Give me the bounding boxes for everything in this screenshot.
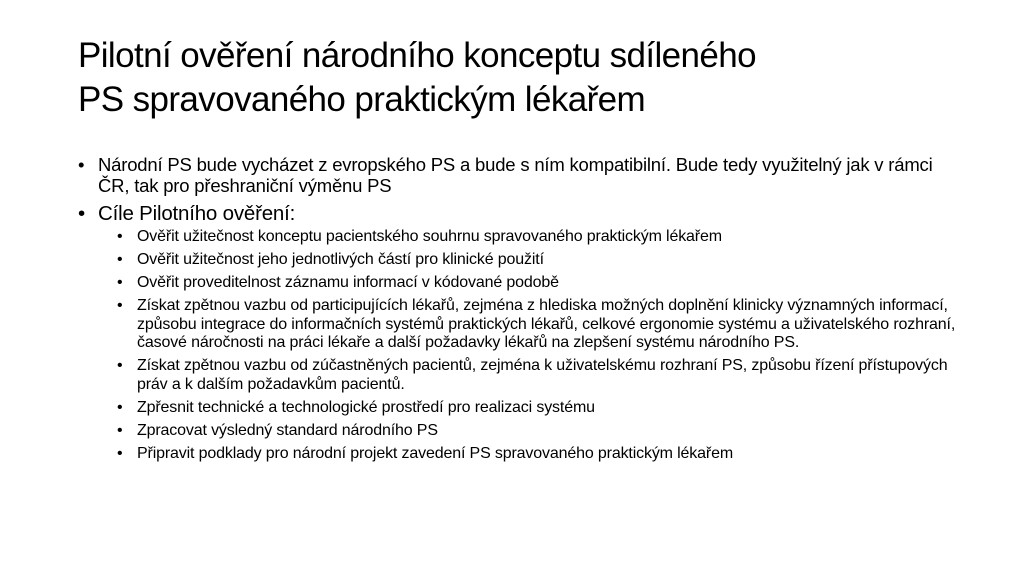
slide-title-line-1: Pilotní ověření národního konceptu sdíleného	[78, 36, 756, 75]
bullet-icon: •	[78, 202, 85, 225]
sub-list-item	[117, 274, 968, 293]
slide-title	[78, 34, 978, 122]
bullet-icon: •	[78, 154, 85, 175]
sub-list-item	[117, 251, 968, 270]
bullet-icon: •	[117, 228, 123, 245]
sub-list-item	[117, 357, 968, 394]
sub-list-item	[117, 422, 968, 441]
sub-list-item-text: Připravit podklady pro národní projekt zavedení PS spravovaného praktickým lékařem	[137, 444, 734, 462]
bullet-icon: •	[117, 398, 123, 416]
bullet-icon: •	[117, 421, 123, 439]
sub-list-item-text: Ověřit užitečnost konceptu pacientského souhrnu spravovaného praktickým lékařem	[137, 228, 722, 245]
list-item	[78, 202, 968, 463]
list-item-text: Cíle Pilotního ověření:	[98, 202, 296, 225]
bullet-icon: •	[117, 297, 123, 314]
slide-body-list	[78, 154, 968, 468]
sub-list-item	[117, 228, 968, 247]
slide-title-line-2: PS spravovaného praktickým lékařem	[78, 80, 646, 119]
sub-list-item-text: Získat zpětnou vazbu od zúčastněných pacientů, zejména k uživatelskému rozhraní PS, způsobu řízení přístupových práv a k dalším požadavkům pacientů.	[137, 357, 948, 393]
sub-list-item-text: Zpřesnit technické a technologické prostředí pro realizaci systému	[137, 398, 595, 416]
bullet-icon: •	[117, 357, 123, 374]
sub-list-item-text: Zpracovat výsledný standard národního PS	[137, 421, 438, 439]
sub-list-item	[117, 297, 968, 353]
sub-list-item-text: Získat zpětnou vazbu od participujících lékařů, zejména z hlediska možných doplnění klinicky významných informací, způsobu integrace do informačních systémů praktických lékařů, celkové ergonomie systému a uživatelského rozhraní, časové náročnosti na práci lékaře a další požadavky lékařů na zlepšení systému národního PS.	[137, 297, 956, 351]
sub-list	[98, 228, 968, 463]
sub-list-item-text: Ověřit proveditelnost záznamu informací v kódované podobě	[137, 274, 559, 291]
sub-list-item	[117, 445, 968, 464]
bullet-icon: •	[117, 274, 123, 291]
list-item	[78, 154, 968, 196]
list-item-text: Národní PS bude vycházet z evropského PS a bude s ním kompatibilní. Bude tedy využitelný jak v rámci ČR, tak pro přeshraniční výměnu PS	[98, 154, 933, 196]
sub-list-item-text: Ověřit užitečnost jeho jednotlivých částí pro klinické použití	[137, 251, 544, 268]
bullet-icon: •	[117, 251, 123, 268]
sub-list-item	[117, 399, 968, 418]
bullet-icon: •	[117, 444, 123, 462]
